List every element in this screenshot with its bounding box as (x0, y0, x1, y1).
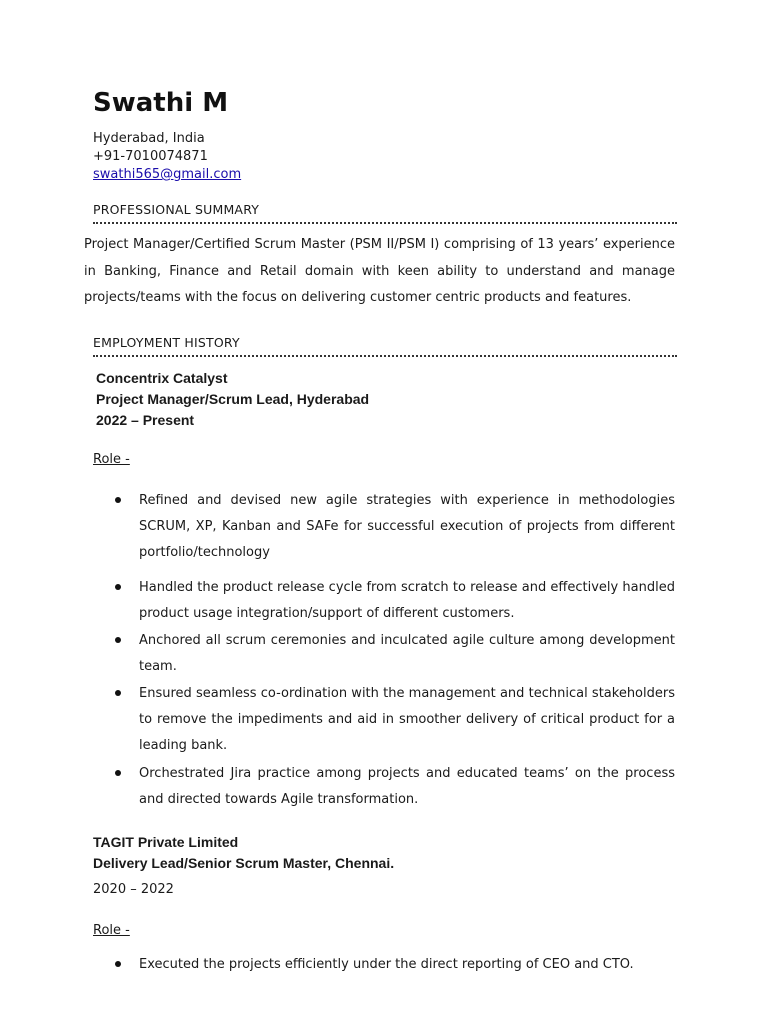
bullet-icon (115, 770, 121, 776)
bullet-icon (115, 637, 121, 643)
bullet-icon (115, 584, 121, 590)
section-heading-summary: PROFESSIONAL SUMMARY (93, 202, 677, 224)
job-title: Delivery Lead/Senior Scrum Master, Chennai. (93, 855, 395, 871)
bullet-icon (115, 497, 121, 503)
bullet-item: Handled the product release cycle from scratch to release and effectively handled product usage integration/support of different customers. (139, 580, 675, 621)
bullet-item: Executed the projects efficiently under the direct reporting of CEO and CTO. (139, 957, 634, 972)
bullet-item: Ensured seamless co-ordination with the management and technical stakeholders to remove the impediments and aid in smoother delivery of critical product for a leading bank. (139, 686, 675, 753)
role-label: Role - (93, 923, 130, 938)
email-link[interactable]: swathi565@gmail.com (93, 167, 242, 182)
job-title: Project Manager/Scrum Lead, Hyderabad (96, 391, 370, 407)
job-company: TAGIT Private Limited (93, 834, 239, 850)
job-dates: 2020 – 2022 (93, 882, 174, 897)
bullet-icon (115, 961, 121, 967)
bullet-item: Anchored all scrum ceremonies and inculcated agile culture among development team. (139, 633, 675, 674)
section-heading-employment: EMPLOYMENT HISTORY (93, 335, 677, 357)
job-dates: 2022 – Present (96, 412, 195, 428)
summary-text: Project Manager/Certified Scrum Master (PSM II/PSM I) comprising of 13 years’ experience in Banking, Finance and Retail domain with keen ability to understand and manage projects/teams with the focus on delivering customer centric products and features. (84, 237, 675, 305)
phone: +91-7010074871 (93, 149, 208, 164)
candidate-name: Swathi M (93, 88, 229, 118)
bullet-icon (115, 690, 121, 696)
job-company: Concentrix Catalyst (96, 370, 228, 386)
role-label: Role - (93, 452, 130, 467)
bullet-item: Refined and devised new agile strategies with experience in methodologies SCRUM, XP, Kanban and SAFe for successful execution of projects from different portfolio/technology (139, 493, 675, 560)
location: Hyderabad, India (93, 131, 205, 146)
bullet-item: Orchestrated Jira practice among projects and educated teams’ on the process and directed towards Agile transformation. (139, 766, 675, 807)
contact-block (93, 130, 241, 184)
